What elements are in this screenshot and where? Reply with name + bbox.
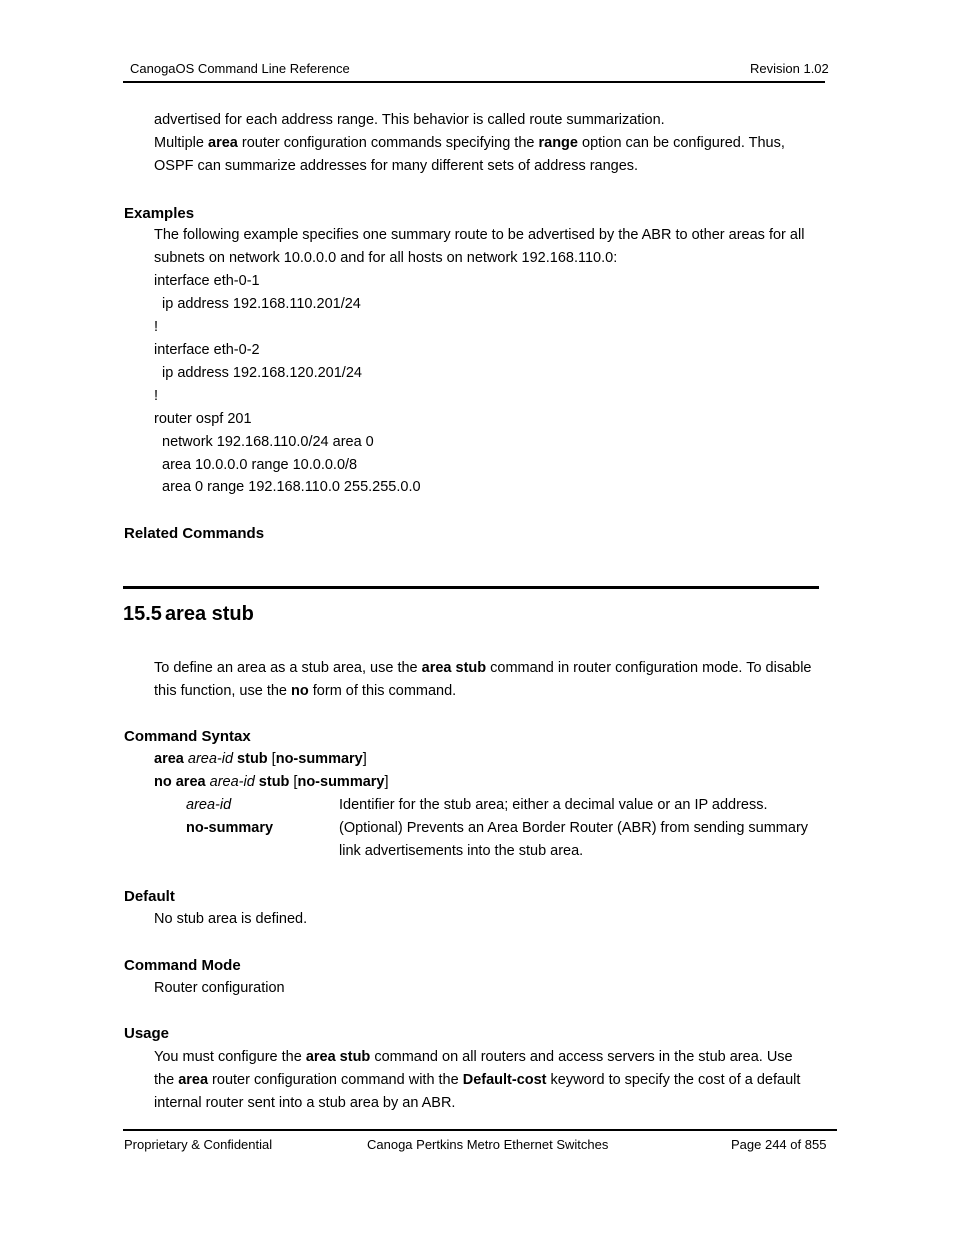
code-line: area 0 range 192.168.110.0 255.255.0.0 bbox=[162, 479, 421, 495]
examples-desc-1: The following example specifies one summary route to be advertised by the ABR to other areas for all bbox=[154, 227, 805, 243]
definition-line-1: To define an area as a stub area, use the area stub command in router configuration mode. To disable bbox=[154, 660, 812, 676]
usage-line-1: You must configure the area stub command on all routers and access servers in the stub area. Use bbox=[154, 1049, 793, 1065]
param-desc: link advertisements into the stub area. bbox=[339, 843, 584, 859]
param-desc: Identifier for the stub area; either a decimal value or an IP address. bbox=[339, 797, 768, 813]
section-title: area stub bbox=[164, 603, 254, 625]
header-rule bbox=[123, 81, 825, 83]
mode-text: Router configuration bbox=[154, 980, 285, 996]
code-line: ip address 192.168.120.201/24 bbox=[162, 365, 362, 381]
code-line: interface eth-0-2 bbox=[154, 342, 260, 358]
syntax-line-1: area area-id stub [no-summary] bbox=[154, 751, 367, 767]
examples-heading: Examples bbox=[124, 205, 195, 222]
intro-line-2: Multiple area router configuration commands specifying the range option can be configured. Thus, bbox=[154, 135, 785, 151]
intro-line-3: OSPF can summarize addresses for many different sets of address ranges. bbox=[154, 158, 639, 174]
code-line: ! bbox=[154, 319, 159, 335]
section-number: 15.5 bbox=[123, 603, 162, 625]
usage-line-3: internal router sent into a stub area by an ABR. bbox=[154, 1095, 456, 1111]
code-line: network 192.168.110.0/24 area 0 bbox=[162, 434, 374, 450]
mode-heading: Command Mode bbox=[124, 957, 241, 974]
examples-desc-2: subnets on network 10.0.0.0 and for all hosts on network 192.168.110.0: bbox=[154, 250, 618, 266]
footer-center: Canoga Pertkins Metro Ethernet Switches bbox=[367, 1137, 609, 1152]
intro-line-1: advertised for each address range. This behavior is called route summarization. bbox=[154, 112, 665, 128]
usage-line-2: the area router configuration command with the Default-cost keyword to specify the cost of a default bbox=[154, 1072, 801, 1088]
definition-line-2: this function, use the no form of this command. bbox=[154, 683, 457, 699]
usage-heading: Usage bbox=[124, 1025, 170, 1042]
code-line: ! bbox=[154, 388, 159, 404]
section-rule bbox=[123, 586, 819, 589]
footer-left: Proprietary & Confidential bbox=[124, 1137, 273, 1152]
header-revision: Revision 1.02 bbox=[750, 61, 829, 76]
related-heading: Related Commands bbox=[124, 525, 265, 542]
param-name: area-id bbox=[186, 797, 232, 813]
syntax-line-2: no area area-id stub [no-summary] bbox=[154, 774, 389, 790]
footer-page-number: Page 244 of 855 bbox=[731, 1137, 827, 1152]
code-line: ip address 192.168.110.201/24 bbox=[162, 296, 361, 312]
param-name: no-summary bbox=[186, 820, 274, 836]
code-line: interface eth-0-1 bbox=[154, 273, 260, 289]
section-heading bbox=[123, 603, 254, 626]
header-title: CanogaOS Command Line Reference bbox=[130, 61, 350, 76]
default-heading: Default bbox=[124, 888, 175, 905]
param-desc: (Optional) Prevents an Area Border Router (ABR) from sending summary bbox=[339, 820, 809, 836]
footer-rule bbox=[123, 1129, 837, 1131]
default-text: No stub area is defined. bbox=[154, 911, 308, 927]
code-line: area 10.0.0.0 range 10.0.0.0/8 bbox=[162, 457, 358, 473]
syntax-heading: Command Syntax bbox=[124, 728, 251, 745]
code-line: router ospf 201 bbox=[154, 411, 252, 427]
